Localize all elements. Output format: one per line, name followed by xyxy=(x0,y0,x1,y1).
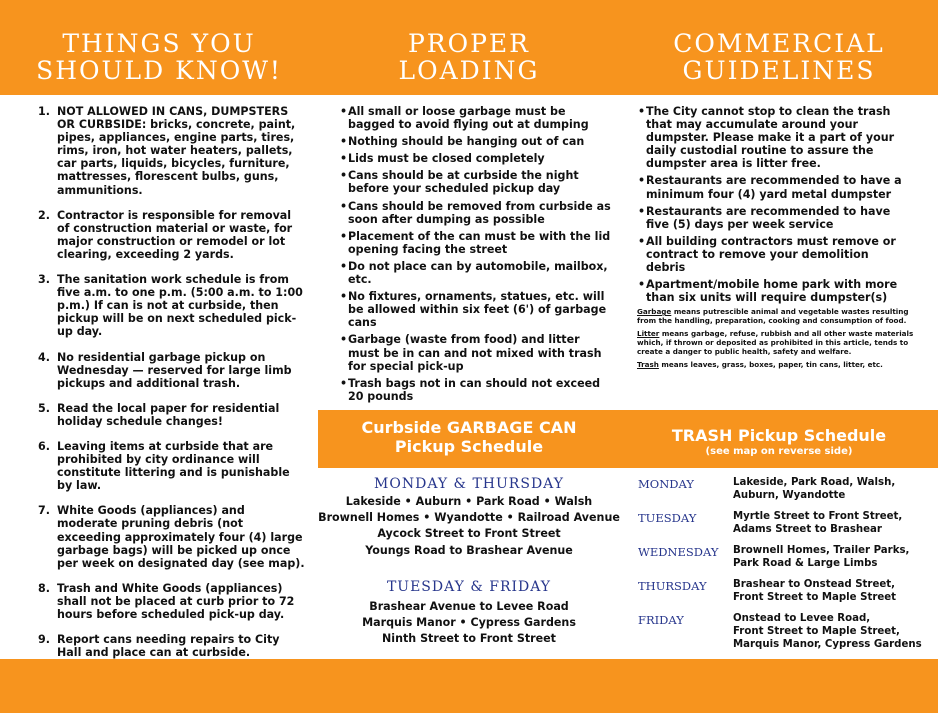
list-item: 8. Trash and White Goods (appliances) shall not be placed at curb prior to 72 hours before scheduled pick-up day. xyxy=(38,581,295,621)
schedule-days-tuesday-friday: TUESDAY & FRIDAY xyxy=(386,579,552,595)
trash-schedule-subtitle: (see map on reverse side) xyxy=(705,446,853,457)
list-item: • All small or loose garbage must be bagged to avoid flying out at dumping xyxy=(340,105,612,131)
loading-heading xyxy=(318,30,620,84)
trash-areas-wednesday: Brownell Homes, Trailer Parks, Park Road & Large Limbs xyxy=(733,545,910,569)
list-item: • Cans should be at curbside the night before your scheduled pickup day xyxy=(340,169,612,195)
list-item: • Cans should be removed from curbside as soon after dumping as possible xyxy=(340,200,612,226)
definition-garbage: Garbage means putrescible animal and vegetable wastes resulting from the handling, preparation, cooking and consumption of food. xyxy=(637,307,909,325)
list-item: 2. Contractor is responsible for removal of construction material or waste, for major construction or remodel or lot clearing, exceeding 2 yards. xyxy=(38,208,293,261)
list-item: • Restaurants are recommended to have five (5) days per week service xyxy=(638,205,906,231)
list-item: 3. The sanitation work schedule is from five a.m. to one p.m. (5:00 a.m. to 1:00 p.m.) If can is not at curbside, then pickup will be on next scheduled pick-up day. xyxy=(38,273,303,339)
trash-day-tuesday: TUESDAY xyxy=(638,511,697,525)
things-list xyxy=(38,105,306,671)
list-item: • Trash bags not in can should not exceed 20 pounds xyxy=(340,377,612,403)
definition-trash: Trash means leaves, grass, boxes, paper, tin cans, litter, etc. xyxy=(637,359,883,369)
commercial-heading xyxy=(620,30,938,84)
things-heading-line1: THINGS YOU xyxy=(62,29,256,58)
loading-heading-line2: LOADING xyxy=(398,56,540,85)
list-item: 4. No residential garbage pickup on Wednesday — reserved for large limb pickups and additional trash. xyxy=(38,350,292,390)
list-item: 9. Report cans needing repairs to City Hall and place can at curbside. xyxy=(38,633,280,660)
schedule-areas-monday-thursday: Lakeside • Auburn • Park Road • Walsh Brownell Homes • Wyandotte • Railroad Avenue Aycock Street to Front Street Youngs Road to Brashear Avenue xyxy=(318,495,620,557)
list-item: • Restaurants are recommended to have a minimum four (4) yard metal dumpster xyxy=(638,174,906,200)
list-item: • Garbage (waste from food) and litter must be in can and not mixed with trash for special pick-up xyxy=(340,333,612,372)
definitions xyxy=(637,308,927,373)
list-item: 5. Read the local paper for residential holiday schedule changes! xyxy=(38,401,280,428)
things-heading-line2: SHOULD KNOW! xyxy=(36,56,282,85)
list-item: • Do not place can by automobile, mailbox, etc. xyxy=(340,260,612,286)
list-item: • The City cannot stop to clean the trash that may accumulate around your dumpster. Please make it a part of your daily custodial routine to assure the dumpster area is litter free. xyxy=(638,105,906,170)
loading-heading-line1: PROPER xyxy=(407,29,531,58)
trash-day-friday: FRIDAY xyxy=(638,613,684,627)
trash-areas-thursday: Brashear to Onstead Street, Front Street to Maple Street xyxy=(733,579,897,603)
trash-areas-tuesday: Myrtle Street to Front Street, Adams Street to Brashear xyxy=(733,511,903,535)
trash-day-monday: MONDAY xyxy=(638,477,694,491)
commercial-list xyxy=(638,105,906,308)
schedule-days-monday-thursday: MONDAY & THURSDAY xyxy=(374,476,564,492)
list-item: • No fixtures, ornaments, statues, etc. will be allowed within six feet (6') of garbage cans xyxy=(340,290,612,329)
trash-schedule-title: TRASH Pickup Schedule xyxy=(671,426,887,445)
definition-litter: Litter means garbage, refuse, rubbish and all other waste materials which, if thrown or deposited as prohibited in this article, tends to create a danger to public health, safety and welfare. xyxy=(637,328,914,356)
things-heading xyxy=(0,30,318,84)
list-item: 6. Leaving items at curbside that are prohibited by city ordinance will constitute littering and is punishable by law. xyxy=(38,439,290,493)
list-item: • All building contractors must remove or contract to remove your demolition debris xyxy=(638,235,906,274)
trash-day-thursday: THURSDAY xyxy=(638,579,707,593)
list-item: 7. White Goods (appliances) and moderate pruning debris (not exceeding approximately four (4) large garbage bags) will be picked up once per week on designated day (see map). xyxy=(38,504,305,570)
list-item: • Apartment/mobile home park with more than six units will require dumpster(s) xyxy=(638,278,906,304)
list-item: 1. NOT ALLOWED IN CANS, DUMPSTERS OR CURBSIDE: bricks, concrete, paint, pipes, appliances, engine parts, tires, rims, iron, hot water heaters, pallets, car parts, liquids, bicycles, furniture, mattresses, florescent bulbs, guns, ammunitions. xyxy=(38,105,296,197)
trash-day-wednesday: WEDNESDAY xyxy=(638,545,719,559)
list-item: • Lids must be closed completely xyxy=(340,152,612,165)
commercial-heading-line2: GUIDELINES xyxy=(682,56,876,85)
list-item: • Placement of the can must be with the lid opening facing the street xyxy=(340,230,612,256)
trash-areas-monday: Lakeside, Park Road, Walsh, Auburn, Wyandotte xyxy=(733,477,896,501)
trash-areas-friday: Onstead to Levee Road, Front Street to Maple Street, Marquis Manor, Cypress Gardens xyxy=(733,613,922,650)
schedule-areas-tuesday-friday: Brashear Avenue to Levee Road Marquis Manor • Cypress Gardens Ninth Street to Front Street xyxy=(362,600,576,646)
commercial-heading-line1: COMMERCIAL xyxy=(673,29,885,58)
garbage-schedule-title: Curbside GARBAGE CAN Pickup Schedule xyxy=(361,418,577,456)
list-item: • Nothing should be hanging out of can xyxy=(340,135,612,148)
loading-list xyxy=(340,105,612,407)
